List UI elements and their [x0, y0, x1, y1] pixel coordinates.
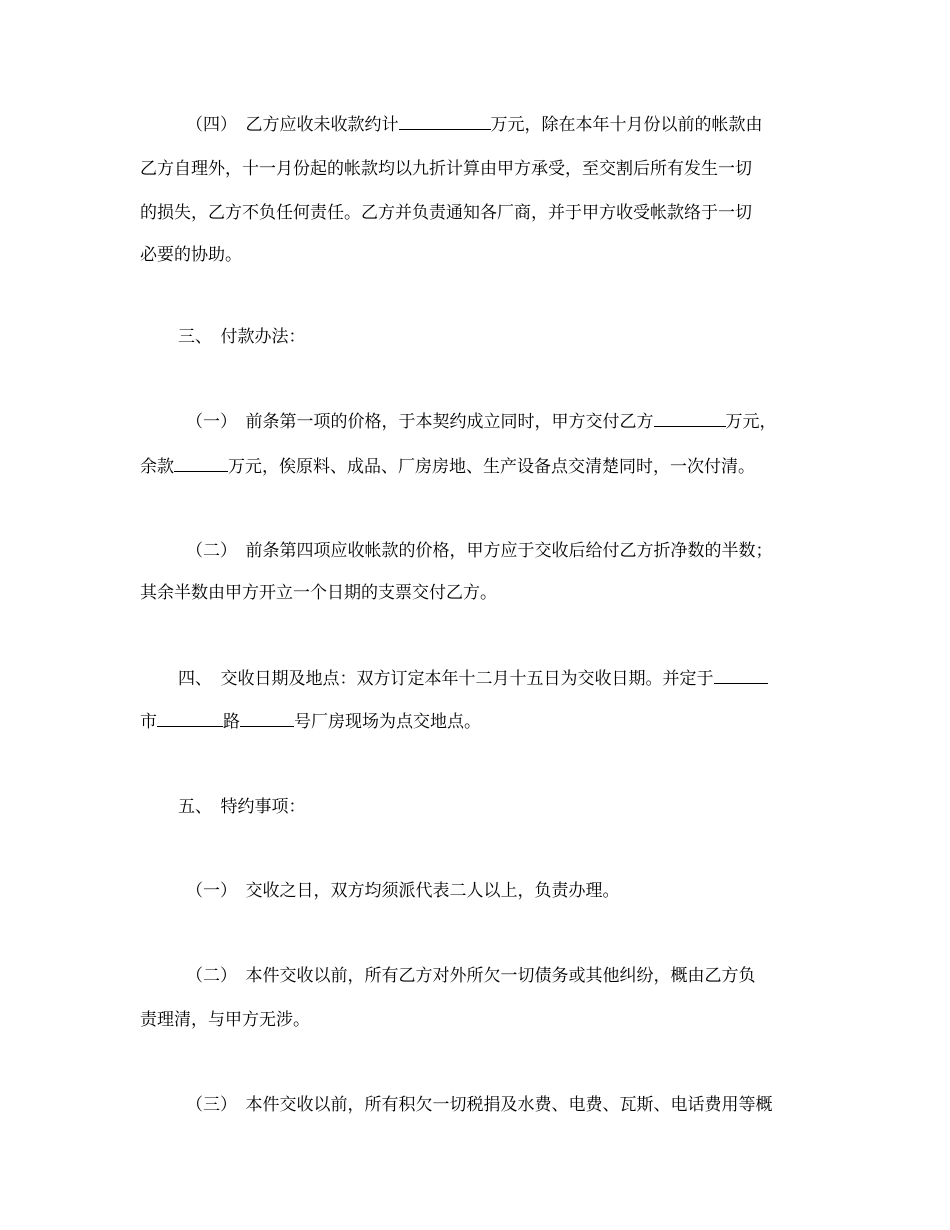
amount-blank: [654, 411, 726, 427]
section-5-item-1-line-1: （一） 交收之日，双方均须派代表二人以上，负责办理。: [186, 881, 620, 901]
section-5-heading: 五、 特约事项：: [178, 797, 306, 817]
section-3-item-1-text-c: 余款: [140, 457, 174, 477]
paragraph-4-text-a: （四） 乙方应收未收款约计: [186, 115, 399, 135]
section-3-item-1-line-2: [140, 456, 755, 478]
section-4-line-2: [140, 711, 481, 733]
paragraph-4-text-b: 万元，除在本年十月份以前的帐款由: [490, 115, 763, 135]
amount-blank: [174, 456, 228, 472]
section-5-item-3-line-1: （三） 本件交收以前，所有积欠一切税捐及水费、电费、瓦斯、电话费用等概: [186, 1095, 773, 1115]
section-3-item-2-line-2: 其余半数由甲方开立一个日期的支票交付乙方。: [140, 583, 497, 603]
section-3-heading: 三、 付款办法：: [178, 327, 306, 347]
city-blank: [714, 668, 768, 684]
paragraph-4-line-2: 乙方自理外，十一月份起的帐款均以九折计算由甲方承受，至交割后所有发生一切: [140, 159, 752, 179]
paragraph-4-line-1: [186, 114, 763, 136]
section-5-item-2-line-1: （二） 本件交收以前，所有乙方对外所欠一切债务或其他纠纷，概由乙方负: [186, 966, 756, 986]
section-5-item-2-line-2: 责理清，与甲方无涉。: [140, 1010, 310, 1030]
paragraph-4-line-3: 的损失，乙方不负任何责任。乙方并负责通知各厂商，并于甲方收受帐款络于一切: [140, 203, 752, 223]
section-4-text-b: 市: [140, 712, 157, 732]
road-blank: [157, 711, 223, 727]
section-3-item-1-text-a: （一） 前条第一项的价格，于本契约成立同时，甲方交付乙方: [186, 412, 654, 432]
amount-blank: [399, 114, 491, 130]
section-4-text-d: 号厂房现场为点交地点。: [294, 712, 481, 732]
section-4-line-1: [178, 668, 768, 690]
section-3-item-1-line-1: [186, 411, 777, 433]
section-3-item-1-text-b: 万元，: [725, 412, 777, 432]
paragraph-4-line-4: 必要的协助。: [140, 245, 242, 265]
section-3-item-1-text-d: 万元，俟原料、成品、厂房房地、生产设备点交清楚同时，一次付清。: [228, 457, 755, 477]
section-3-item-2-line-1: （二） 前条第四项应收帐款的价格，甲方应于交收后给付乙方折净数的半数；: [186, 541, 773, 561]
section-4-text-a: 四、 交收日期及地点：双方订定本年十二月十五日为交收日期。并定于: [178, 669, 714, 689]
section-4-text-c: 路: [223, 712, 240, 732]
number-blank: [240, 711, 294, 727]
